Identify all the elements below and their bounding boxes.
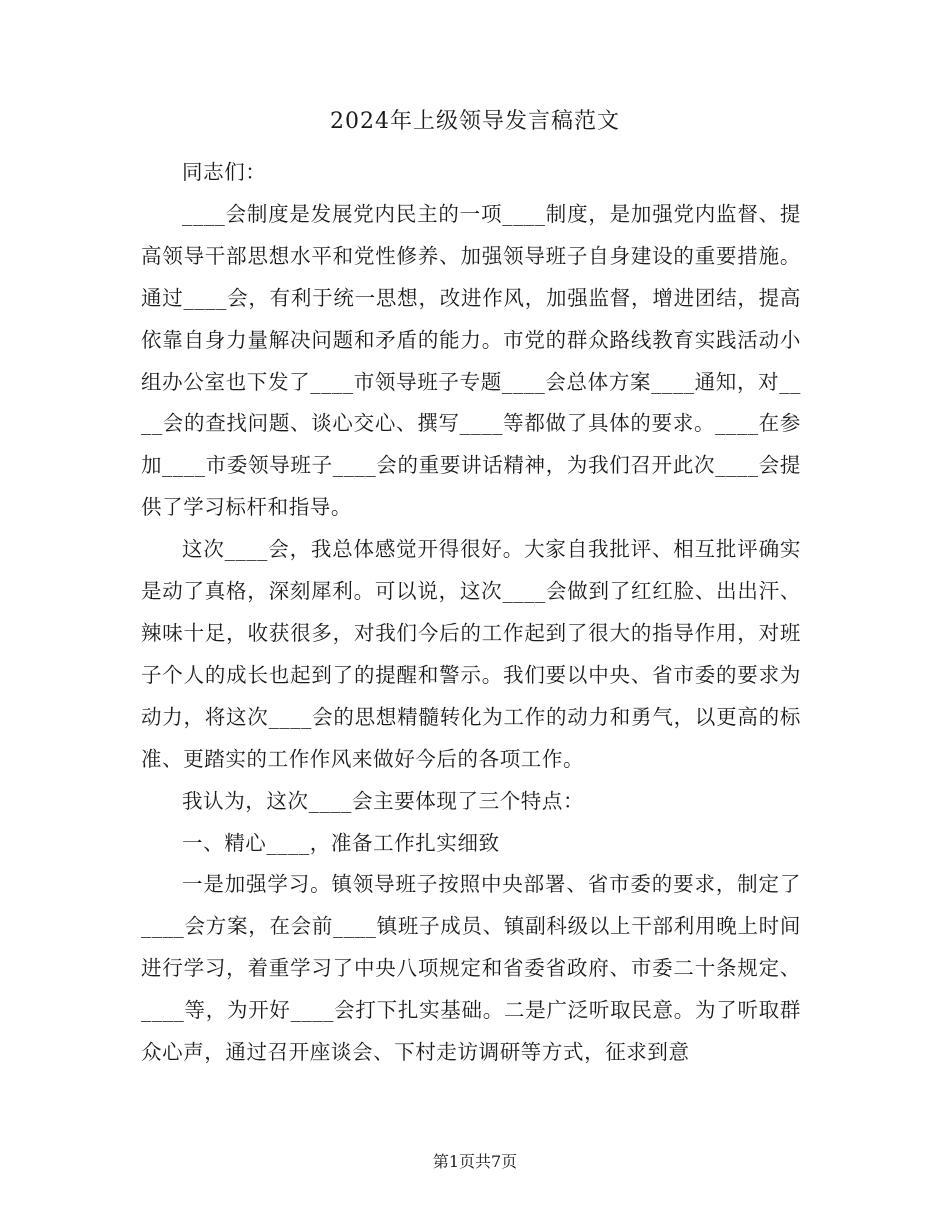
page-title: 2024年上级领导发言稿范文 (330, 109, 620, 134)
salutation: 同志们： (182, 160, 267, 184)
paragraph: ____会制度是发展党内民主的一项____制度，是加强党内监督、提高领导干部思想水平和党性修养、加强领导班子自身建设的重要措施。通过____会，有利于统一思想，改进作风，加强监督，增进团结，提高依靠自身力量解决问题和矛盾的能力。市党的群众路线教育实践活动小组办公室也下发了____市领导班子专题____会总体方案____通知，对____会的查找问题、谈心交心、撰写____等都做了具体的要求。____在参加____市委领导班子____会的重要讲话精神，为我们召开此次____会提供了学习标杆和指导。 (141, 201, 801, 520)
document-body (141, 152, 801, 1074)
page-number: 第1页共7页 (432, 1152, 518, 1171)
section-heading: 一、精心____，准备工作扎实细致 (182, 830, 500, 855)
paragraph: 一是加强学习。镇领导班子按照中央部署、省市委的要求，制定了____会方案，在会前____镇班子成员、镇副科级以上干部利用晚上时间进行学习，着重学习了中央八项规定和省委省政府、市委二十条规定、____等，为开好____会打下扎实基础。二是广泛听取民意。为了听取群众心声，通过召开座谈会、下村走访调研等方式，征求到意 (141, 872, 801, 1065)
paragraph: 我认为，这次____会主要体现了三个特点： (182, 788, 585, 813)
paragraph: 这次____会，我总体感觉开得很好。大家自我批评、相互批评确实是动了真格，深刻犀利。可以说，这次____会做到了红红脸、出出汗、辣味十足，收获很多，对我们今后的工作起到了很大的指导作用，对班子个人的成长也起到了的提醒和警示。我们要以中央、省市委的要求为动力，将这次____会的思想精髓转化为工作的动力和勇气，以更高的标准、更踏实的工作作风来做好今后的各项工作。 (141, 537, 801, 771)
